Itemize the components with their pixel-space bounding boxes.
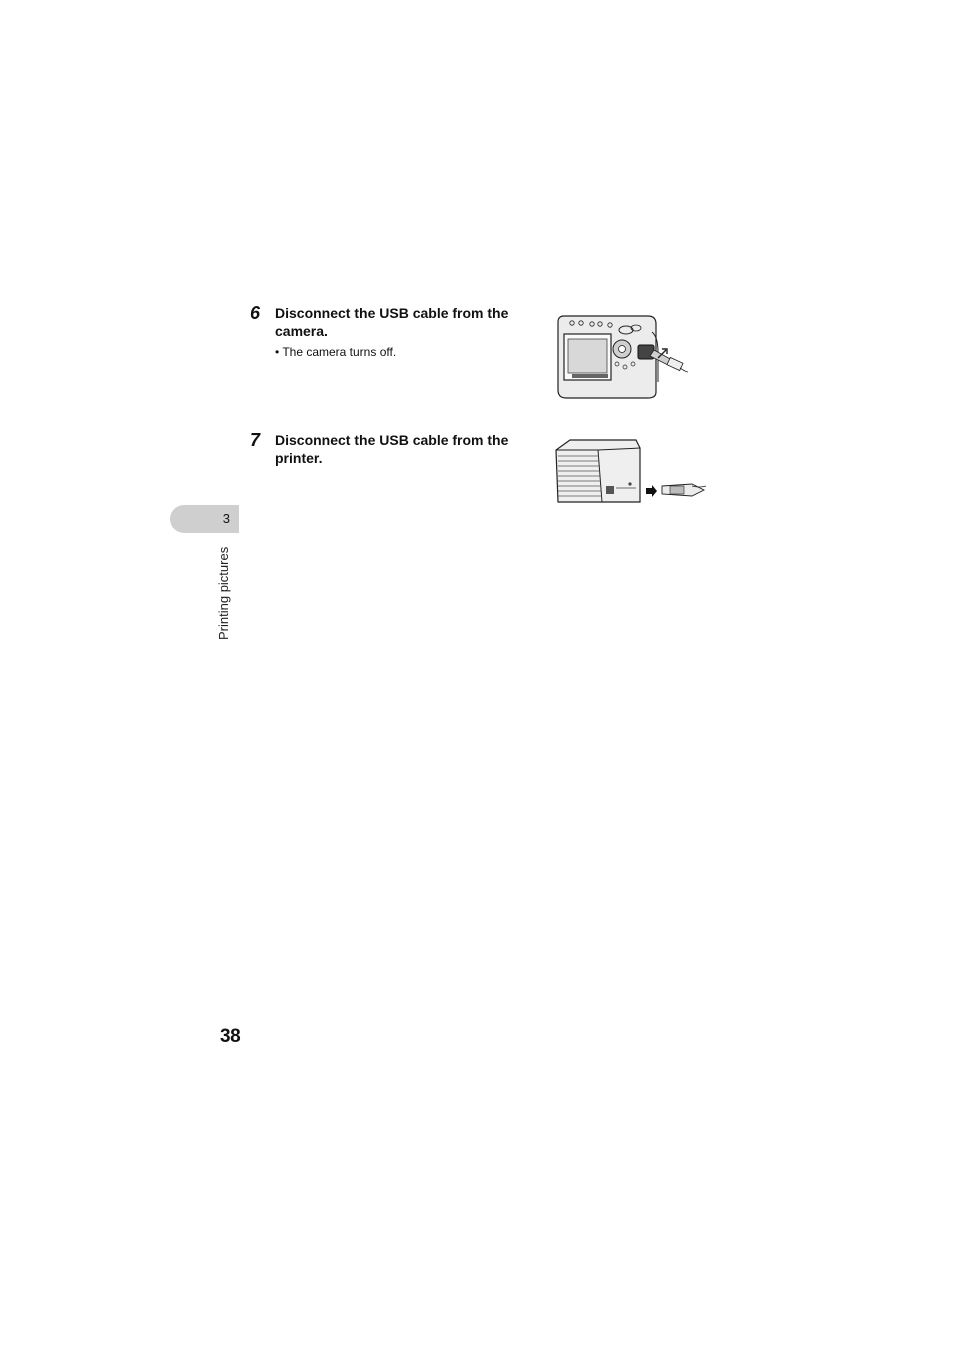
step-number: 7 bbox=[250, 430, 261, 450]
step-note: • The camera turns off. bbox=[275, 345, 397, 359]
page-number: 38 bbox=[220, 1026, 241, 1047]
chapter-tab bbox=[170, 505, 239, 533]
chapter-title: Printing pictures bbox=[216, 546, 231, 640]
step-number: 6 bbox=[250, 303, 261, 323]
step-6 bbox=[250, 303, 540, 363]
camera-usb-illustration bbox=[552, 312, 692, 402]
chapter-number: 3 bbox=[222, 511, 230, 526]
step-7 bbox=[250, 430, 540, 475]
step-title: Disconnect the USB cable from the printer. bbox=[275, 432, 509, 466]
step-title: Disconnect the USB cable from the camera. bbox=[275, 305, 509, 339]
printer-usb-illustration bbox=[552, 436, 708, 508]
